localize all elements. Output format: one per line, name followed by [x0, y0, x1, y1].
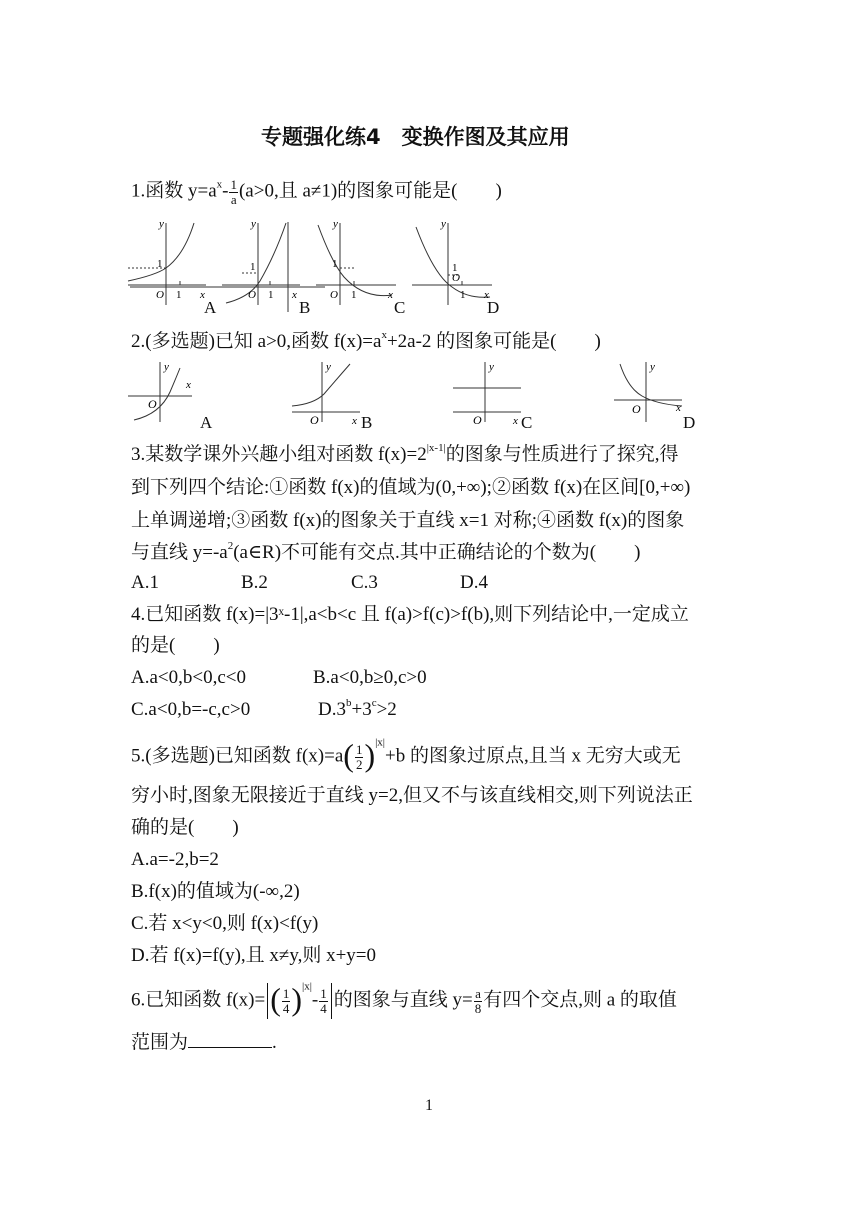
tick-label-one: 1 [157, 258, 163, 270]
q3-option-c: C.3 [351, 572, 378, 593]
answer-blank [188, 1031, 272, 1048]
origin-label: O [156, 289, 164, 301]
question-5-line-2: 穷小时,图象无限接近于直线 y=2,但又不与该直线相交,则下列说法正 [131, 785, 693, 806]
q1-option-d-label: D [487, 298, 500, 317]
y-axis-label: y [326, 361, 331, 373]
q3-option-a: A.1 [131, 572, 159, 593]
question-4-line-1: 4.已知函数 f(x)=|3ˣ-1|,a<b<c 且 f(a)>f(c)>f(b),则下列结论中,一定成立 [131, 604, 689, 625]
q2-graph-d [612, 358, 692, 426]
question-3-line-4: 与直线 $y=-a^2(a\in R)$不可能有交点.其中正确结论的个数为( ) [131, 540, 641, 563]
question-1-stem: 1.函数 $y=a^x-$ $\frac{1}{a}$ (a>0,且 a≠1)的图象可能是( ) [131, 177, 502, 207]
fraction-one-quarter-2: $\frac{1}{4}$ [320, 985, 327, 1016]
question-5-line-3: 确的是( ) [131, 817, 239, 838]
q2-option-b-label: B [361, 413, 373, 432]
y-axis-label: y [650, 361, 655, 373]
q1-graph-b [220, 215, 315, 310]
q5-option-d: D.若 f(x)=f(y),且 x≠y,则 x+y=0 [131, 945, 377, 966]
absolute-bar-right [331, 983, 332, 1019]
q1-graph-d [410, 215, 505, 310]
origin-label: O [473, 413, 482, 426]
question-6-line-2: 范围为 . [131, 1032, 277, 1053]
y-axis-label: y [441, 218, 446, 230]
origin-label: O [452, 272, 460, 284]
x-axis-label: x [200, 289, 205, 301]
page-number: 1 [425, 1097, 433, 1114]
question-3-line-3: 上单调递增;③函数 f(x)的图象关于直线 x=1 对称;④函数 f(x)的图象 [131, 510, 685, 531]
tick-label-one: 1 [250, 261, 256, 273]
q2-graph-a [126, 358, 206, 426]
x-axis-label: x [513, 415, 518, 426]
fraction-a-over-8: $\frac{a}{8}$ [474, 985, 482, 1016]
q4-option-c: C.a<0,b=-c,c>0 [131, 699, 251, 720]
y-axis-label: y [164, 361, 169, 373]
q3-option-b: B.2 [241, 572, 268, 593]
q1-option-c-label: C [394, 298, 406, 317]
tick-label-one: 1 [452, 262, 458, 274]
tick-label-one: 1 [268, 289, 274, 301]
q1-option-a-label: A [204, 298, 217, 317]
q4-option-d: $D.3^b+3^c>2$ [318, 697, 397, 720]
q1-graph-c [314, 215, 414, 310]
origin-label: O [148, 397, 157, 411]
y-axis-label: y [159, 218, 164, 230]
q4-option-b: B.a<0,b≥0,c>0 [313, 667, 427, 688]
question-3-line-1: 3.某数学课外兴趣小组对函数 $f(x)=2^{|x-1|}$的图象与性质进行了探究,得 [131, 442, 679, 465]
question-4-line-2: 的是( ) [131, 635, 220, 656]
x-axis-label: x [186, 379, 191, 391]
question-5-line-1: 5.(多选题)已知函数 f(x)=a( $\frac{1}{2}$ )$^{|x|}$+b 的图象过原点,且当 x 无穷大或无 [131, 736, 681, 773]
q3-option-d: D.4 [460, 572, 488, 593]
absolute-bar-left [267, 983, 268, 1019]
origin-label: O [248, 289, 256, 301]
tick-label-one: 1 [176, 289, 182, 301]
x-axis-label: x [292, 289, 297, 301]
tick-label-one: 1 [460, 289, 466, 301]
x-axis-label: x [352, 415, 357, 426]
y-axis-label: y [333, 218, 338, 230]
origin-label: O [632, 402, 641, 416]
question-2-stem: 2.(多选题)已知 a>0,函数 $f(x)=a^x+2a-2$ 的图象可能是( ) [131, 329, 601, 352]
x-axis-label: x [484, 289, 489, 301]
q4-option-a: A.a<0,b<0,c<0 [131, 667, 246, 688]
q1-graph-a [126, 215, 221, 310]
y-axis-label: y [489, 361, 494, 373]
q2-option-c-label: C [521, 413, 533, 432]
tick-label-one: 1 [351, 289, 357, 301]
fraction-1-over-a: $\frac{1}{a}$ [230, 177, 237, 207]
q5-option-a: A.a=-2,b=2 [131, 849, 219, 870]
x-axis-label: x [388, 289, 393, 301]
page-title: 专题强化练4 变换作图及其应用 [261, 125, 570, 149]
x-axis-label: x [676, 402, 681, 414]
q5-option-b: B.f(x)的值域为(-∞,2) [131, 881, 300, 902]
fraction-one-half: $\frac{1}{2}$ [355, 741, 363, 772]
origin-label: O [330, 289, 338, 301]
tick-label-one: 1 [332, 258, 338, 270]
y-axis-label: y [251, 218, 256, 230]
origin-label: O [310, 413, 319, 426]
question-3-line-2: 到下列四个结论:①函数 f(x)的值域为(0,+∞);②函数 f(x)在区间[0,+∞) [131, 477, 691, 498]
q2-graph-b [290, 358, 370, 426]
fraction-one-quarter: $\frac{1}{4}$ [282, 985, 290, 1016]
q2-option-a-label: A [200, 413, 213, 432]
q1-option-b-label: B [299, 298, 311, 317]
q5-option-c: C.若 x<y<0,则 f(x)<f(y) [131, 913, 319, 934]
q2-graph-c [451, 358, 531, 426]
question-6-line-1: 6.已知函数 f(x)= ( $\frac{1}{4}$ )$^{|x|}$- $\frac{1}{4}$ 的图象与直线 y= $\frac{a}{8}$ 有四个交点,则 a 的取值 [131, 980, 677, 1017]
q2-option-d-label: D [683, 413, 696, 432]
